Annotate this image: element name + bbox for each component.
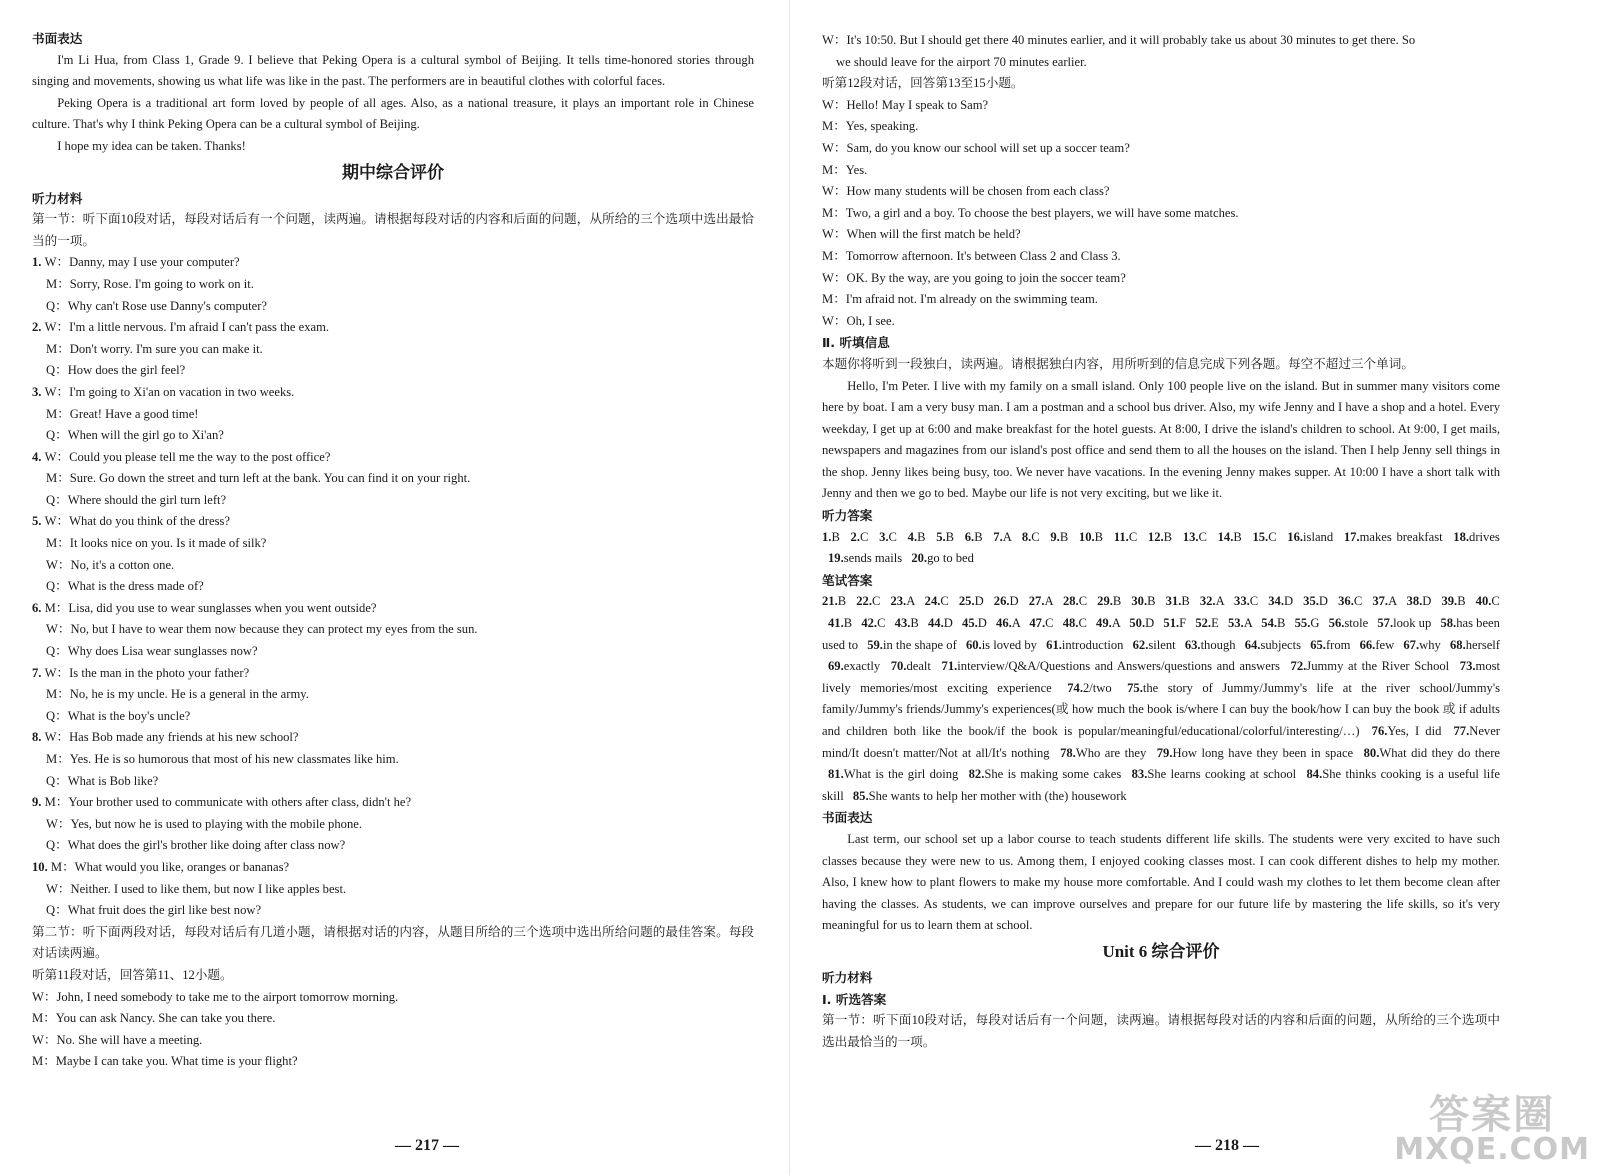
answer-number: 45. (962, 616, 978, 631)
answer-number: 81. (828, 767, 844, 782)
dialogue12 (822, 95, 1500, 333)
writing-heading: 书面表达 (32, 31, 83, 46)
answer-number: 10. (1078, 529, 1095, 544)
dialogue-line (32, 339, 754, 361)
question-number: 8. (32, 730, 45, 745)
dialogue-text: W：No, it's a cotton one. (46, 557, 175, 572)
answer-number: 14. (1217, 529, 1234, 544)
answer-value: drives (1469, 529, 1500, 544)
written-answers (822, 591, 1500, 807)
answer-number: 57. (1377, 616, 1394, 631)
watermark-top: 答案圈 (1429, 1092, 1556, 1138)
dialogue-text: W：Danny, may I use your computer? (44, 255, 240, 270)
dialogue-line (32, 727, 754, 749)
answer-number: 56. (1328, 616, 1345, 631)
part1-instruction: 第一节：听下面10段对话，每段对话后有一个问题，读两遍。请根据每段对话的内容和后面的问题，从所给的三个选项中选出最恰当的一项。 (32, 212, 754, 248)
dialogue-line (32, 749, 754, 771)
answer-value: She thinks cooking is a useful life skill (822, 767, 1501, 803)
answer-value: B (1147, 594, 1160, 609)
answer-number: 42. (861, 616, 878, 631)
dialogue11 (32, 987, 754, 1073)
answer-number: 23. (890, 594, 907, 609)
part3-heading: Ⅱ. 听填信息 (822, 335, 890, 351)
dialogue-text: W：I'm a little nervous. I'm afraid I can't pass the exam. (44, 320, 330, 335)
answer-value: exactly (843, 659, 885, 674)
dialogue-line (32, 879, 754, 901)
answer-value: subjects (1260, 637, 1305, 652)
dialogue12-heading: 听第12段对话，回答第13至15小题。 (822, 76, 1024, 91)
answer-number: 15. (1252, 529, 1269, 544)
answer-value: A (1002, 529, 1016, 544)
answer-number: 76. (1371, 724, 1388, 738)
answer-value: C (1045, 616, 1057, 631)
answer-number: 8. (1021, 529, 1032, 544)
dialogue-list (32, 252, 754, 921)
dialogue-line (32, 598, 754, 620)
dialogue-line (32, 468, 754, 490)
dialogue-text: W：Is the man in the photo your father? (44, 665, 250, 680)
dialogue-line (32, 814, 754, 836)
dialogue-text: Q：What is Bob like? (46, 773, 159, 788)
dialogue-line: M：Maybe I can take you. What time is your flight? (32, 1054, 298, 1069)
answer-number: 78. (1060, 745, 1076, 760)
answer-number: 33. (1234, 594, 1250, 609)
dialogue-line (32, 835, 754, 857)
answer-number: 73. (1459, 659, 1476, 674)
dialogue11-continued (822, 30, 1500, 73)
dialogue-line (32, 641, 754, 663)
answer-number: 36. (1338, 594, 1354, 609)
watermark-logo (1394, 1092, 1590, 1167)
dialogue-text: M：Lisa, did you use to wear sunglasses when you went outside? (44, 600, 377, 615)
answer-value: A (906, 594, 919, 609)
part1-heading-right: Ⅰ. 听选答案 (822, 991, 887, 1007)
answer-number: 67. (1403, 637, 1420, 652)
dialogue-text: M：Yes. He is so humorous that most of his new classmates like him. (46, 752, 399, 766)
answer-number: 60. (965, 637, 982, 652)
answer-number: 34. (1268, 594, 1284, 609)
part1-instruction-right: 第一节：听下面10段对话，每段对话后有一个问题，读两遍。请根据每段对话的内容和后面的问题，从所给的三个选项中选出最恰当的一项。 (822, 1013, 1500, 1049)
answer-value: C (860, 529, 874, 544)
question-number: 5. (32, 514, 45, 529)
answer-value: C (1249, 594, 1263, 609)
answer-number: 83. (1131, 767, 1148, 782)
dialogue-line (32, 684, 754, 706)
dialogue-text: Q：Why can't Rose use Danny's computer? (46, 298, 268, 313)
answer-number: 50. (1129, 616, 1146, 631)
answer-value: most lively memories/most exciting experience (822, 659, 1501, 695)
answer-value: D (977, 616, 991, 631)
question-number: 7. (32, 665, 45, 680)
answer-number: 12. (1147, 529, 1164, 544)
answer-value: B (1163, 529, 1177, 544)
answer-number: 3. (879, 529, 889, 544)
answer-value: introduction (1061, 637, 1127, 652)
answer-value: She wants to help her mother with (the) housework (868, 788, 1127, 803)
answer-value: Yes, I did (1387, 724, 1448, 738)
dialogue-text: W：I'm going to Xi'an on vacation in two weeks. (44, 384, 295, 399)
answer-value: B (837, 594, 851, 609)
dialogue-text: Q：Where should the girl turn left? (46, 492, 227, 507)
dialogue-text: M：What would you like, oranges or bananas? (50, 859, 290, 874)
answer-number: 18. (1453, 529, 1470, 544)
dialogue-text: W：Neither. I used to like them, but now I like apples best. (46, 881, 347, 896)
answer-value: C (1128, 529, 1142, 544)
left-page (0, 0, 790, 1175)
dialogue-line (32, 490, 754, 512)
answer-number: 5. (936, 529, 946, 544)
dialogue-line (32, 382, 754, 404)
answer-number: 37. (1372, 594, 1389, 609)
answer-value: What did they do there (1379, 745, 1500, 760)
answer-number: 74. (1067, 680, 1083, 695)
dialogue-line (32, 663, 754, 685)
answer-number: 64. (1244, 637, 1261, 652)
answer-value: from (1325, 637, 1354, 652)
answer-number: 85. (852, 788, 869, 803)
answer-number: 39. (1441, 594, 1458, 609)
dialogue-text: Q：Why does Lisa wear sunglasses now? (46, 644, 258, 659)
dialogue-text: M：No, he is my uncle. He is a general in the army. (46, 687, 309, 702)
dialogue-line: W：Sam, do you know our school will set up a soccer team? (822, 140, 1130, 155)
answer-value: though (1200, 637, 1239, 652)
dialogue-line: W：It's 10:50. But I should get there 40 minutes earlier, and it will probably take us about 30 minutes to get there. So (822, 33, 1416, 47)
answer-number: 75. (1127, 680, 1143, 695)
page-number-right: — 218 — (1195, 1137, 1259, 1154)
answer-number: 19. (828, 551, 844, 566)
answer-value: the story of Jummy/Jummy's life at the river school/Jummy's family/Jummy's friends/Jummy's experiences(或 how much the book is/where I can buy the book/how I can buy the book 或 if adults and children both like the book/if the book is popular/meaningful/educational/colorful/interesting/…) (822, 680, 1500, 738)
dialogue-text: M：Don't worry. I'm sure you can make it. (46, 341, 263, 356)
answer-number: 58. (1440, 616, 1457, 631)
answer-number: 66. (1359, 637, 1376, 652)
answer-value: why (1419, 637, 1444, 652)
dialogue-line (32, 576, 754, 598)
answer-number: 2. (850, 529, 860, 544)
dialogue-text: W：Yes, but now he is used to playing with the mobile phone. (46, 816, 362, 831)
answer-number: 25. (958, 594, 975, 609)
dialogue-line (32, 425, 754, 447)
answer-value: How long have they been in space (1172, 745, 1358, 760)
answer-number: 71. (941, 659, 958, 674)
dialogue-line (32, 360, 754, 382)
dialogue-line: W：No. She will have a meeting. (32, 1032, 203, 1047)
answer-number: 51. (1163, 616, 1180, 631)
answer-value: has been used to (822, 616, 1500, 652)
dialogue-line (32, 252, 754, 274)
question-number: 6. (32, 600, 45, 615)
monologue: Hello, I'm Peter. I live with my family on a small island. Only 100 people live on the island. But in summer many visitors come here by boat. I am a very busy man. I am a postman and a school bus driver. Also, my wife Jenny and I have a shop and a hotel. Every weekday, I get up at 6:00 and make breakfast for the hotel guests. At 8:00, I drive the island's children to school. At 9:00, I get mails, newspapers and magazines from our island's post office and send them to all the houses on the island. Then I help Jenny sell things in the shop. Jenny likes being busy, too. We never have vacations. In the evening Jenny makes supper. At 10:00 I have a short talk with Jenny and then we go to bed. Maybe our life is not very exciting, but we like it. (822, 378, 1500, 501)
dialogue-line (32, 533, 754, 555)
listening-heading-right: 听力材料 (822, 969, 873, 985)
answer-number: 65. (1310, 637, 1326, 652)
dialogue-line (32, 317, 754, 339)
answer-value: stole (1344, 616, 1372, 631)
answer-value: D (1009, 594, 1023, 609)
answer-value: interview/Q&A/Questions and Answers/questions and answers (957, 659, 1285, 674)
listening-heading: 听力材料 (32, 190, 83, 206)
answer-value: G (1310, 616, 1323, 631)
answer-value: B (1277, 616, 1289, 631)
answer-value: D (974, 594, 988, 609)
dialogue-line (32, 296, 754, 318)
answer-value: A (1111, 616, 1124, 631)
answer-value: B (974, 529, 988, 544)
answer-value: B (1181, 594, 1194, 609)
answer-number: 41. (828, 616, 844, 631)
dialogue11-heading: 听第11段对话，回答第11、12小题。 (32, 967, 233, 982)
answer-value: is loved by (981, 637, 1041, 652)
part2-instruction: 第二节：听下面两段对话，每段对话后有几道小题，请根据对话的内容，从题目所给的三个选项中选出所给问题的最佳答案。每段对话读两遍。 (32, 924, 754, 961)
answer-value: C (888, 529, 902, 544)
dialogue-line: W：Oh, I see. (822, 313, 895, 328)
dialogue-line (32, 447, 754, 469)
answer-number: 77. (1453, 724, 1470, 738)
dialogue-line (32, 792, 754, 814)
answer-number: 17. (1343, 529, 1360, 544)
dialogue-line: M：Two, a girl and a boy. To choose the best players, we will have some matches. (822, 205, 1239, 220)
question-number: 4. (32, 449, 45, 464)
answer-value: A (1044, 594, 1057, 609)
section-title-unit6: Unit 6 综合评价 (1102, 941, 1220, 961)
answer-number: 54. (1261, 616, 1278, 631)
answer-number: 80. (1363, 745, 1380, 760)
answer-number: 32. (1199, 594, 1216, 609)
answer-value: C (877, 616, 889, 631)
dialogue-text: Q：What does the girl's brother like doing after class now? (46, 838, 346, 853)
answer-value: silent (1148, 637, 1179, 652)
listening-answers-heading: 听力答案 (822, 508, 873, 524)
answer-value: D (1145, 616, 1158, 631)
answer-number: 24. (924, 594, 941, 609)
answer-value: B (843, 616, 856, 631)
answer-value: go to bed (927, 551, 974, 566)
dialogue-text: M：Sure. Go down the street and turn left at the bank. You can find it on your right. (46, 471, 471, 486)
answer-value: herself (1465, 637, 1500, 652)
question-number: 10. (32, 859, 51, 874)
answer-value: F (1179, 616, 1190, 631)
written-answers-heading: 笔试答案 (822, 572, 873, 588)
dialogue-line: W：When will the first match be held? (822, 227, 1021, 242)
answer-number: 40. (1475, 594, 1492, 609)
answer-number: 46. (996, 616, 1012, 631)
answer-number: 72. (1290, 659, 1307, 674)
dialogue-line (32, 274, 754, 296)
answer-number: 20. (911, 551, 928, 566)
dialogue-text: M：Your brother used to communicate with others after class, didn't he? (44, 795, 412, 810)
answer-value: B (910, 616, 922, 631)
answer-value: in the shape of (882, 637, 960, 652)
answer-value: C (1268, 529, 1282, 544)
answer-number: 38. (1406, 594, 1423, 609)
answer-value: B (945, 529, 959, 544)
answer-value: B (917, 529, 931, 544)
answer-number: 7. (993, 529, 1003, 544)
dialogue-line (32, 404, 754, 426)
dialogue-text: Q：How does the girl feel? (46, 363, 186, 378)
answer-value: A (1388, 594, 1401, 609)
answer-number: 28. (1062, 594, 1079, 609)
writing-paragraph-right: Last term, our school set up a labor course to teach students different life skills. The students were very excited to have such classes because they were new to us. Among them, I enjoyed cooking classes most. I can cook different dishes to help my mother. Also, I knew how to plant flowers to make my house more comfortable. And I could wash my clothes to let them become clean after having the classes. As students, we can improve ourselves and prepare for our future life by mastering the life skills, so it's very meaningful for us to learn them at school. (822, 831, 1500, 933)
dialogue-line (32, 900, 754, 922)
watermark-bottom: MXQE.COM (1394, 1132, 1590, 1167)
answer-number: 52. (1195, 616, 1212, 631)
answer-value: What is the girl doing (843, 767, 963, 782)
answer-number: 48. (1062, 616, 1079, 631)
answer-number: 61. (1046, 637, 1062, 652)
dialogue-text: W：What do you think of the dress? (44, 514, 230, 529)
answer-number: 70. (890, 659, 907, 674)
listening-answers (822, 527, 1500, 570)
answer-value: C (1491, 594, 1500, 609)
answer-number: 69. (828, 659, 844, 674)
dialogue-text: W：Could you please tell me the way to the post office? (44, 449, 331, 464)
dialogue-line: M：Yes, speaking. (822, 119, 919, 134)
answer-number: 4. (907, 529, 918, 544)
answer-number: 43. (894, 616, 911, 631)
part3-instruction: 本题你将听到一段独白，读两遍。请根据独白内容，用所听到的信息完成下列各题。每空不超过三个单词。 (822, 356, 1414, 371)
answer-value: Never mind/It doesn't matter/Not at all/It's nothing (822, 724, 1500, 760)
answer-value: B (1112, 594, 1126, 609)
answer-number: 49. (1096, 616, 1112, 631)
answer-number: 63. (1184, 637, 1201, 652)
answer-value: D (1422, 594, 1436, 609)
dialogue-line: M：Yes. (822, 162, 868, 177)
answer-number: 11. (1113, 529, 1129, 544)
dialogue-line: W：OK. By the way, are you going to join the soccer team? (822, 270, 1126, 285)
answer-value: few (1375, 637, 1398, 652)
answer-value: A (1215, 594, 1229, 609)
answer-value: D (1318, 594, 1333, 609)
answer-number: 47. (1029, 616, 1046, 631)
dialogue-line: W：Hello! May I speak to Sam? (822, 97, 989, 112)
answer-value: dealt (906, 659, 936, 674)
answer-number: 27. (1028, 594, 1045, 609)
answer-number: 21. (822, 594, 838, 609)
answer-number: 6. (964, 529, 975, 544)
dialogue-line: M：I'm afraid not. I'm already on the swimming team. (822, 292, 1098, 307)
answer-value: B (1059, 529, 1073, 544)
answer-value: B (831, 529, 845, 544)
page-number-left: — 217 — (395, 1137, 459, 1154)
answer-number: 84. (1306, 767, 1323, 782)
dialogue-line (32, 511, 754, 533)
answer-value: D (943, 616, 957, 631)
writing-paragraph-3: I hope my idea can be taken. Thanks! (57, 138, 246, 153)
answer-value: C (1198, 529, 1212, 544)
dialogue-text: Q：What fruit does the girl like best now? (46, 903, 262, 918)
answer-value: C (1031, 529, 1045, 544)
answer-value: B (1233, 529, 1247, 544)
question-number: 3. (32, 384, 45, 399)
answer-number: 44. (927, 616, 944, 631)
answer-value: island (1303, 529, 1338, 544)
answer-number: 29. (1097, 594, 1113, 609)
answer-value: C (871, 594, 885, 609)
answer-number: 68. (1449, 637, 1466, 652)
answer-value: makes breakfast (1359, 529, 1448, 544)
answer-value: 2/two (1082, 680, 1122, 695)
dialogue-line (32, 857, 754, 879)
answer-value: C (1078, 594, 1092, 609)
dialogue-text: M：It looks nice on you. Is it made of silk? (46, 536, 267, 551)
dialogue-line: W：How many students will be chosen from each class? (822, 184, 1110, 199)
answer-number: 31. (1165, 594, 1182, 609)
answer-number: 79. (1156, 745, 1173, 760)
answer-number: 22. (856, 594, 872, 609)
answer-value: E (1211, 616, 1222, 631)
answer-number: 59. (867, 637, 883, 652)
answer-value: B (1457, 594, 1470, 609)
answer-number: 35. (1303, 594, 1319, 609)
right-page (790, 0, 1600, 1175)
dialogue-line (32, 619, 754, 641)
answer-number: 26. (993, 594, 1010, 609)
answer-value: A (1243, 616, 1256, 631)
answer-value: Jummy at the River School (1306, 659, 1454, 674)
dialogue-line: M：Tomorrow afternoon. It's between Class 2 and Class 3. (822, 248, 1121, 263)
answer-number: 9. (1050, 529, 1060, 544)
dialogue-line: W：John, I need somebody to take me to the airport tomorrow morning. (32, 989, 399, 1004)
dialogue-text: W：No, but I have to wear them now because they can protect my eyes from the sun. (46, 622, 478, 637)
writing-paragraph-2: Peking Opera is a traditional art form loved by people of all ages. Also, as a national treasure, it plays an important role in Chinese culture. That's why I think Peking Opera can be a cultural symbol of Beijing. (32, 95, 754, 132)
answer-number: 62. (1132, 637, 1149, 652)
answer-value: B (1094, 529, 1108, 544)
question-number: 9. (32, 795, 45, 810)
answer-number: 13. (1182, 529, 1199, 544)
dialogue-text: M：Sorry, Rose. I'm going to work on it. (46, 276, 254, 291)
answer-value: She learns cooking at school (1147, 767, 1301, 782)
dialogue-text: Q：When will the girl go to Xi'an? (46, 428, 224, 443)
answer-number: 55. (1294, 616, 1311, 631)
dialogue-text: Q：What is the dress made of? (46, 579, 204, 594)
dialogue-line (32, 706, 754, 728)
answer-number: 82. (968, 767, 985, 782)
dialogue-text: W：Has Bob made any friends at his new school? (44, 730, 299, 745)
answer-number: 1. (822, 529, 832, 544)
answer-value: She is making some cakes (984, 767, 1126, 782)
answer-value: A (1011, 616, 1024, 631)
dialogue-line (32, 555, 754, 577)
answer-number: 16. (1287, 529, 1304, 544)
dialogue-text: M：Great! Have a good time! (46, 406, 199, 421)
answer-number: 30. (1131, 594, 1148, 609)
answer-value: D (1284, 594, 1298, 609)
question-number: 1. (32, 255, 45, 270)
answer-value: C (1353, 594, 1367, 609)
question-number: 2. (32, 320, 45, 335)
writing-paragraph-1: I'm Li Hua, from Class 1, Grade 9. I believe that Peking Opera is a cultural symbol of Beijing. It tells time-honored stories through singing and movements, showing us what life was like in the past. The performers are in beautiful clothes with colorful faces. (32, 52, 754, 89)
dialogue-line: we should leave for the airport 70 minutes earlier. (836, 54, 1087, 69)
dialogue-text: Q：What is the boy's uncle? (46, 708, 191, 723)
answer-value: C (1078, 616, 1091, 631)
answer-number: 53. (1227, 616, 1244, 631)
answer-value: look up (1393, 616, 1435, 631)
answer-value: Who are they (1075, 745, 1151, 760)
dialogue-line (32, 771, 754, 793)
dialogue-line: M：You can ask Nancy. She can take you there. (32, 1011, 276, 1026)
writing-heading-right: 书面表达 (822, 810, 873, 826)
answer-value: sends mails (843, 551, 906, 566)
answer-value: C (940, 594, 953, 609)
section-title-midterm: 期中综合评价 (342, 162, 444, 182)
